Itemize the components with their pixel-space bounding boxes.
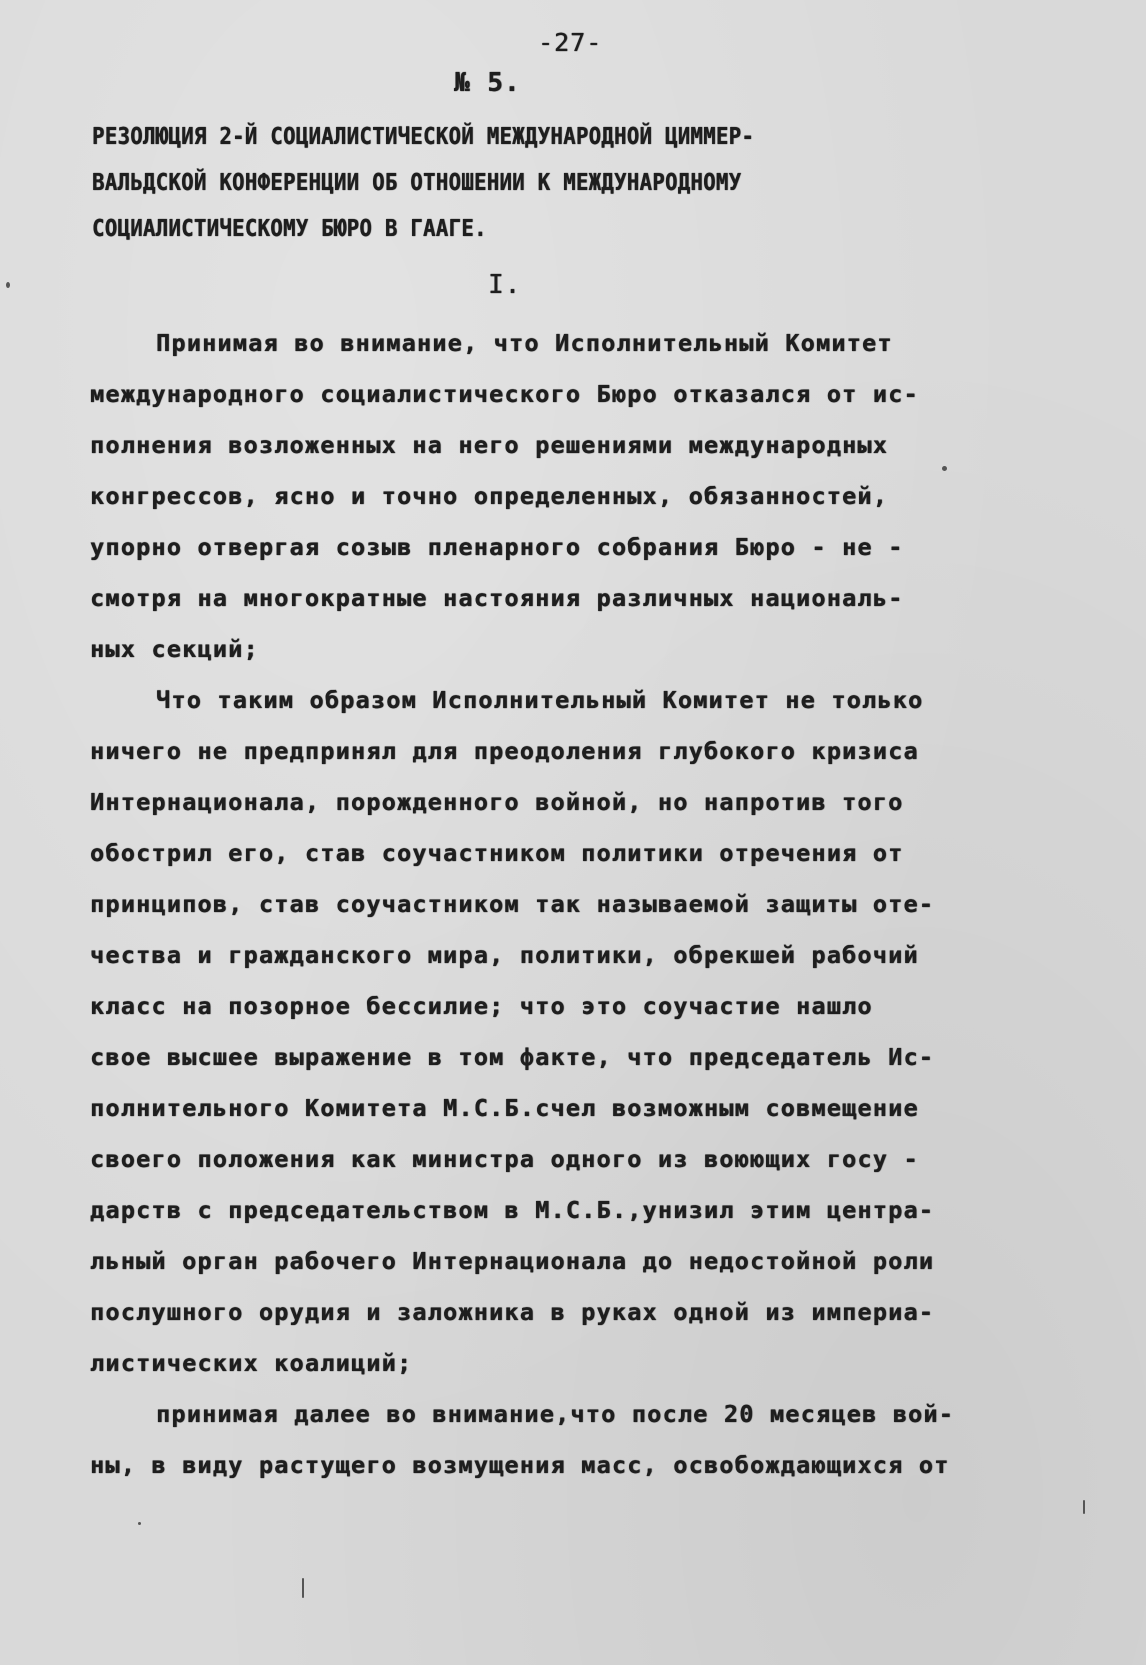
text-line: свое высшее выражение в том факте, что председатель Ис- <box>90 1043 935 1071</box>
text-line: класс на позорное бессилие; что это соучастие нашло <box>90 992 873 1020</box>
paper-speck <box>1083 1500 1085 1514</box>
text-line: листических коалиций; <box>90 1349 413 1377</box>
text-line: смотря на многократные настояния различных националь- <box>90 584 904 612</box>
text-line: полнения возложенных на него решениями международных <box>90 431 889 459</box>
text-line: чества и гражданского мира, политики, обрекшей рабочий <box>90 941 919 969</box>
title-line: РЕЗОЛЮЦИЯ 2-Й СОЦИАЛИСТИЧЕСКОЙ МЕЖДУНАРОДНОЙ ЦИММЕР- <box>92 124 755 150</box>
text-line: упорно отвергая созыв пленарного собрания Бюро - не - <box>90 533 904 561</box>
section-number: I. <box>488 270 522 300</box>
document-number: № 5. <box>454 68 521 98</box>
text-line: ных секций; <box>90 635 259 663</box>
text-line: конгрессов, ясно и точно определенных, обязанностей, <box>90 482 889 510</box>
text-line: международного социалистического Бюро отказался от ис- <box>90 380 919 408</box>
title-line: СОЦИАЛИСТИЧЕСКОМУ БЮРО В ГААГЕ. <box>92 216 487 242</box>
text-line: Интернационала, порожденного войной, но напротив того <box>90 788 904 816</box>
text-line: послушного орудия и заложника в руках одной из империа- <box>90 1298 935 1326</box>
text-line: ничего не предпринял для преодоления глубокого кризиса <box>90 737 919 765</box>
text-line: Что таким образом Исполнительный Комитет не только <box>156 686 924 714</box>
paper-speck <box>6 282 10 288</box>
document-title <box>92 114 754 252</box>
text-line: льный орган рабочего Интернационала до недостойной роли <box>90 1247 935 1275</box>
title-line: ВАЛЬДСКОЙ КОНФЕРЕНЦИИ ОБ ОТНОШЕНИИ К МЕЖДУНАРОДНОМУ <box>92 170 742 196</box>
text-line: полнительного Комитета М.С.Б.счел возможным совмещение <box>90 1094 919 1122</box>
body-text <box>90 318 954 1491</box>
text-line: Принимая во внимание, что Исполнительный Комитет <box>156 329 893 357</box>
page-number: -27- <box>538 28 603 57</box>
text-line: дарств с председательством в М.С.Б.,унизил этим центра- <box>90 1196 935 1224</box>
text-line: своего положения как министра одного из воюющих госу - <box>90 1145 919 1173</box>
paper-speck <box>942 466 947 471</box>
text-line: принимая далее во внимание,что после 20 месяцев вой- <box>156 1400 955 1428</box>
paper-speck <box>138 1522 141 1525</box>
text-line: обострил его, став соучастником политики отречения от <box>90 839 904 867</box>
paper-speck <box>302 1578 304 1598</box>
text-line: ны, в виду растущего возмущения масс, освобождающихся от <box>90 1451 950 1479</box>
text-line: принципов, став соучастником так называемой защиты оте- <box>90 890 935 918</box>
